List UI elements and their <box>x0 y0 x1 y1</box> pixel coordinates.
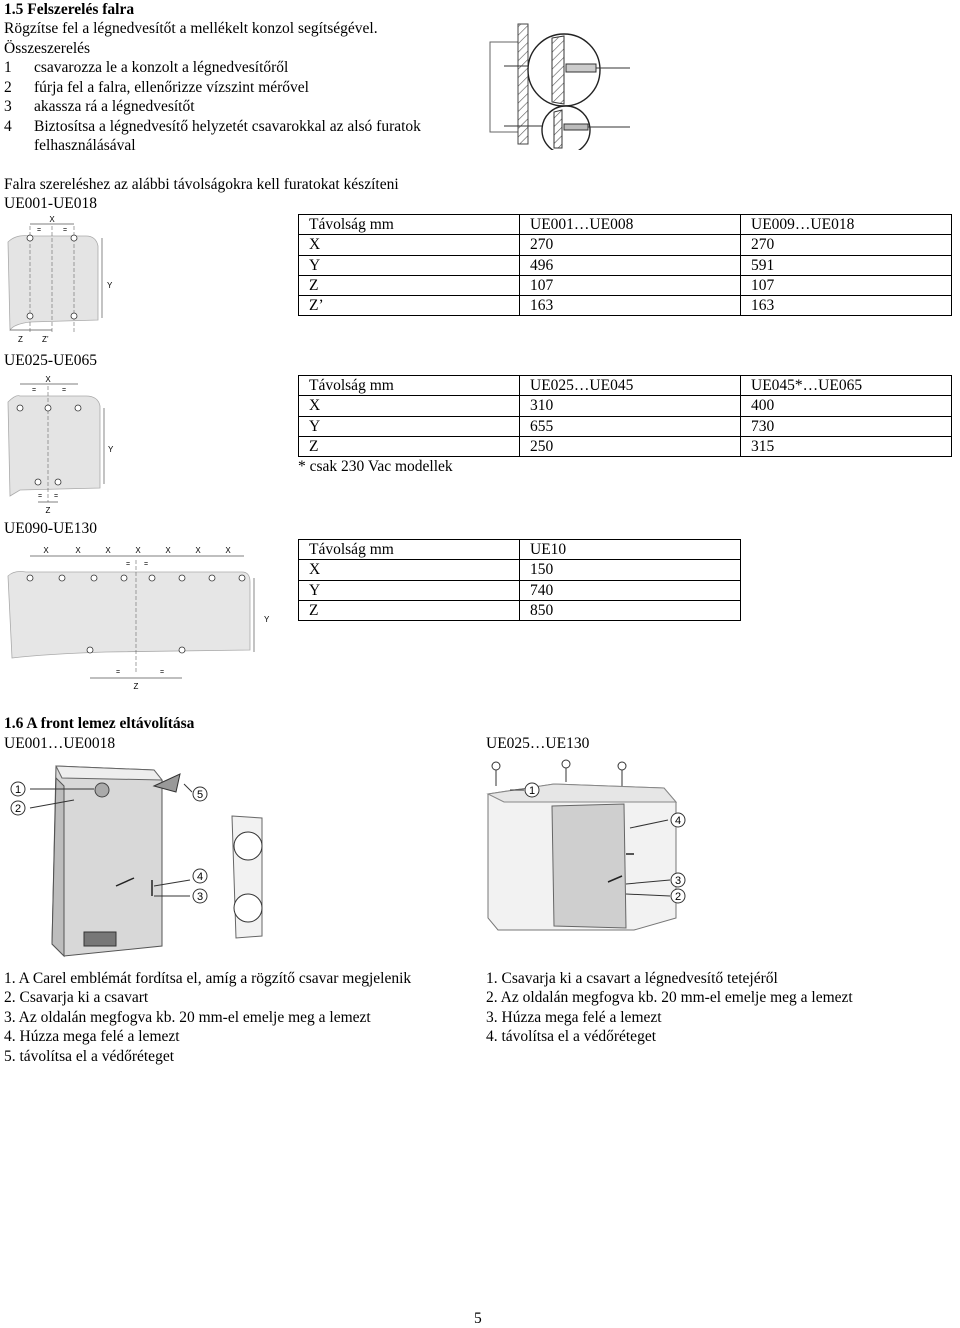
callout-2: 2 <box>674 891 682 903</box>
equal-mark: = <box>143 561 149 568</box>
table-cell: 315 <box>741 436 952 456</box>
dim-z-label: Z <box>45 506 51 515</box>
dim-x-label: X <box>225 546 231 555</box>
drill-diagram-ue001-ue018 <box>6 212 120 348</box>
assembly-heading: Összeszerelés <box>4 40 91 57</box>
table-cell: X <box>299 560 520 580</box>
step-text: fúrja fel a falra, ellenőrizze vízszint mérővel <box>34 79 309 96</box>
step-text-continued: felhasználásával <box>34 137 136 154</box>
dim-z-prime-label: Z’ <box>42 335 49 344</box>
table-cell: 163 <box>520 296 741 316</box>
table-cell: 163 <box>741 296 952 316</box>
table-row <box>299 255 952 275</box>
left-step: 2. Csavarja ki a csavart <box>4 989 149 1006</box>
left-step: 5. távolítsa el a védőréteget <box>4 1048 175 1065</box>
table-cell: X <box>299 235 520 255</box>
table-cell: Z <box>299 600 520 620</box>
table-cell: 850 <box>520 600 741 620</box>
dim-y-label: Y <box>264 615 270 624</box>
step-number: 1 <box>4 59 12 76</box>
table-cell: 400 <box>741 396 952 416</box>
section-title-1-6: 1.6 A front lemez eltávolítása <box>4 715 195 732</box>
table-row <box>299 416 952 436</box>
equal-mark: = <box>115 669 121 676</box>
table-cell: Z’ <box>299 296 520 316</box>
dim-x-label: X <box>195 546 201 555</box>
table-header-row <box>299 376 952 396</box>
table-cell: 270 <box>741 235 952 255</box>
dim-x-label: X <box>165 546 171 555</box>
table-cell: 250 <box>520 436 741 456</box>
equal-mark: = <box>37 493 43 500</box>
left-step: 4. Húzza mega felé a lemezt <box>4 1028 180 1045</box>
drill-note: Falra szereléshez az alábbi távolságokra kell furatokat készíteni <box>4 176 399 193</box>
table-footnote: * csak 230 Vac modellek <box>298 458 453 475</box>
table-cell: 496 <box>520 255 741 275</box>
front-panel-removal-illustration-small <box>4 756 264 962</box>
right-step: 3. Húzza mega felé a lemezt <box>486 1009 662 1026</box>
group-label: UE090-UE130 <box>4 520 97 537</box>
callout-2: 2 <box>14 803 22 815</box>
step-number: 2 <box>4 79 12 96</box>
table-cell: X <box>299 396 520 416</box>
table-cell: Z <box>299 275 520 295</box>
table-cell: 730 <box>741 416 952 436</box>
group-label: UE001-UE018 <box>4 195 97 212</box>
dim-x-label: X <box>75 546 81 555</box>
table-cell: Y <box>299 255 520 275</box>
table-row <box>299 396 952 416</box>
callout-1: 1 <box>14 784 22 796</box>
table-cell: Y <box>299 580 520 600</box>
table-cell: 107 <box>741 275 952 295</box>
dim-x-label: X <box>49 215 55 224</box>
table-cell: 655 <box>520 416 741 436</box>
callout-4: 4 <box>196 871 204 883</box>
page-number: 5 <box>474 1310 482 1327</box>
callout-3: 3 <box>196 891 204 903</box>
table-row <box>299 275 952 295</box>
dim-x-label: X <box>105 546 111 555</box>
step-text: akassza rá a légnedvesítőt <box>34 98 195 115</box>
left-step: 1. A Carel emblémát fordítsa el, amíg a rögzítő csavar megjelenik <box>4 970 412 987</box>
dim-y-label: Y <box>107 281 113 290</box>
group-label: UE025-UE065 <box>4 352 97 369</box>
step-text: Biztosítsa a légnedvesítő helyzetét csavarokkal az alsó furatok <box>34 118 421 135</box>
table-cell: Y <box>299 416 520 436</box>
header-cell: Távolság mm <box>299 376 520 396</box>
callout-3: 3 <box>674 875 682 887</box>
right-model-label: UE025…UE130 <box>486 735 590 752</box>
header-cell: UE10 <box>520 540 741 560</box>
table-row <box>299 580 741 600</box>
section-title-1-5: 1.5 Felszerelés falra <box>4 1 135 18</box>
table-row <box>299 560 741 580</box>
table-row <box>299 235 952 255</box>
callout-4: 4 <box>674 815 682 827</box>
header-cell: Távolság mm <box>299 215 520 235</box>
table-cell: Z <box>299 436 520 456</box>
equal-mark: = <box>36 227 42 234</box>
dim-y-label: Y <box>108 445 114 454</box>
left-step: 3. Az oldalán megfogva kb. 20 mm-el emelje meg a lemezt <box>4 1009 371 1026</box>
header-cell: UE045*…UE065 <box>741 376 952 396</box>
equal-mark: = <box>53 493 59 500</box>
step-number: 3 <box>4 98 12 115</box>
table-cell: 310 <box>520 396 741 416</box>
equal-mark: = <box>31 387 37 394</box>
intro-text: Rögzítse fel a légnedvesítőt a mellékelt konzol segítségével. <box>4 20 378 37</box>
dim-z-label: Z <box>133 682 139 691</box>
equal-mark: = <box>62 227 68 234</box>
bracket-mounting-illustration <box>484 18 634 150</box>
table-cell: 270 <box>520 235 741 255</box>
table-cell: 107 <box>520 275 741 295</box>
drill-diagram-ue090-ue130 <box>6 542 276 692</box>
dim-x-label: X <box>45 375 51 384</box>
front-panel-removal-illustration-large <box>484 758 694 944</box>
right-step: 4. távolítsa el a védőréteget <box>486 1028 657 1045</box>
table-cell: 740 <box>520 580 741 600</box>
right-step: 1. Csavarja ki a csavart a légnedvesítő tetejéről <box>486 970 778 987</box>
equal-mark: = <box>61 387 67 394</box>
table-cell: 150 <box>520 560 741 580</box>
callout-1: 1 <box>528 785 536 797</box>
table-cell: 591 <box>741 255 952 275</box>
header-cell: UE001…UE008 <box>520 215 741 235</box>
header-cell: Távolság mm <box>299 540 520 560</box>
right-step: 2. Az oldalán megfogva kb. 20 mm-el emelje meg a lemezt <box>486 989 853 1006</box>
left-model-label: UE001…UE0018 <box>4 735 116 752</box>
header-cell: UE025…UE045 <box>520 376 741 396</box>
equal-mark: = <box>125 561 131 568</box>
step-text: csavarozza le a konzolt a légnedvesítőről <box>34 59 289 76</box>
dim-x-label: X <box>135 546 141 555</box>
drill-diagram-ue025-ue065 <box>6 372 126 518</box>
header-cell: UE009…UE018 <box>741 215 952 235</box>
spec-table-ue025-ue065 <box>298 375 952 457</box>
table-row <box>299 436 952 456</box>
spec-table-ue090-ue130 <box>298 539 741 621</box>
callout-5: 5 <box>196 789 204 801</box>
table-row <box>299 296 952 316</box>
equal-mark: = <box>159 669 165 676</box>
dim-x-label: X <box>43 546 49 555</box>
spec-table-ue001-ue018 <box>298 214 952 316</box>
table-header-row <box>299 540 741 560</box>
table-header-row <box>299 215 952 235</box>
table-row <box>299 600 741 620</box>
step-number: 4 <box>4 118 12 135</box>
dim-z-label: Z <box>18 335 23 344</box>
